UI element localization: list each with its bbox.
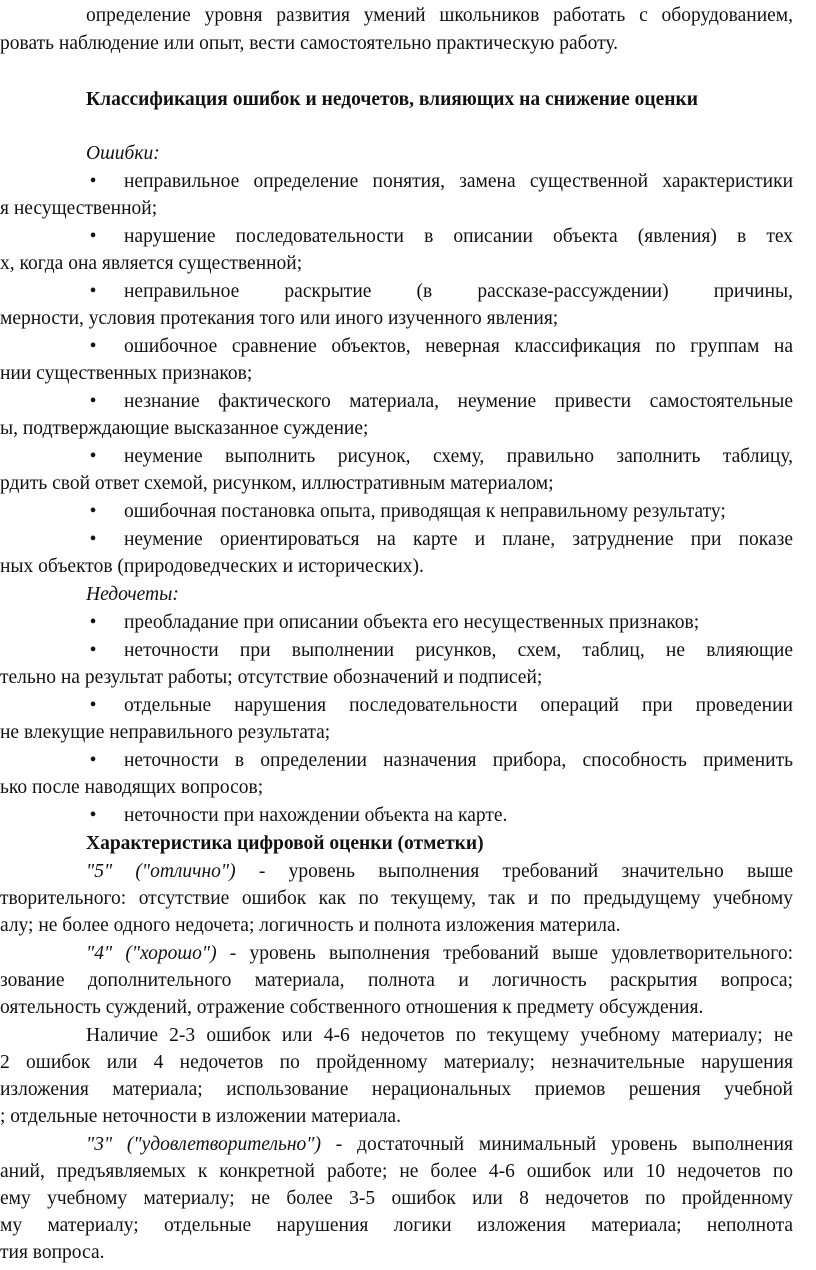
grade4-line-3: оятельность суждений, отражение собственного отношения к предмету обсуждения. bbox=[0, 997, 704, 1018]
error-item-4-cont: нии существенных признаков; bbox=[0, 363, 253, 384]
grade4-extra-line-1: Наличие 2-3 ошибок или 4-6 недочетов по текущему учебному материалу; не bbox=[86, 1025, 793, 1046]
grade4-label: "4" ("хорошо") bbox=[86, 943, 217, 964]
bullet-icon: • bbox=[89, 501, 97, 522]
shortcoming-item-3: • отдельные нарушения последовательности операций при проведении bbox=[0, 692, 793, 719]
error-item-8: • неумение ориентироваться на карте и плане, затруднение при показе bbox=[0, 526, 793, 553]
bullet-icon: • bbox=[89, 529, 97, 550]
grade4-line-1: "4" ("хорошо") - уровень выполнения требований выше удовлетворительного: bbox=[86, 943, 793, 964]
shortcoming-item-2: • неточности при выполнении рисунков, схем, таблиц, не влияющие bbox=[0, 637, 793, 664]
grade3-label: "3" ("удовлетворительно") bbox=[86, 1134, 321, 1155]
bullet-icon: • bbox=[89, 640, 97, 661]
error-item-8-cont: ных объектов (природоведческих и исторических). bbox=[0, 556, 424, 577]
grade3-line-4: му материалу; отдельные нарушения логики изложения материала; неполнота bbox=[0, 1215, 793, 1236]
grade3-line-5: тия вопроса. bbox=[0, 1242, 105, 1263]
shortcoming-item-3-cont: не влекущие неправильного результата; bbox=[0, 722, 331, 743]
bullet-icon: • bbox=[89, 171, 97, 192]
grade5-line-1: "5" ("отлично") - уровень выполнения требований значительно выше bbox=[86, 861, 793, 882]
grade5-line-3: алу; не более одного недочета; логичность и полнота изложения материла. bbox=[0, 915, 621, 936]
intro-line-2: ровать наблюдение или опыт, вести самостоятельно практическую работу. bbox=[0, 33, 619, 54]
bullet-icon: • bbox=[89, 281, 97, 302]
grade3-line-2: аний, предъявляемых к конкретной работе; не более 4-6 ошибок или 10 недочетов по bbox=[0, 1161, 793, 1182]
bullet-icon: • bbox=[89, 391, 97, 412]
error-item-1: • неправильное определение понятия, замена существенной характеристики bbox=[0, 168, 793, 195]
bullet-icon: • bbox=[89, 805, 97, 826]
error-item-6: • неумение выполнить рисунок, схему, правильно заполнить таблицу, bbox=[0, 443, 793, 470]
error-item-3: • неправильное раскрытие (в рассказе-рассуждении) причины, bbox=[0, 278, 793, 305]
error-item-2-cont: х, когда она является существенной; bbox=[0, 253, 303, 274]
bullet-icon: • bbox=[89, 226, 97, 247]
shortcoming-item-4-cont: ько после наводящих вопросов; bbox=[0, 777, 264, 798]
error-item-1-cont: я несущественной; bbox=[0, 198, 158, 219]
error-item-5: • незнание фактического материала, неумение привести самостоятельные bbox=[0, 388, 793, 415]
error-item-2: • нарушение последовательности в описании объекта (явления) в тех bbox=[0, 223, 793, 250]
shortcoming-item-4: • неточности в определении назначения прибора, способность применить bbox=[0, 747, 793, 774]
bullet-icon: • bbox=[89, 695, 97, 716]
grade4-extra-line-4: ; отдельные неточности в изложении материала. bbox=[0, 1106, 401, 1127]
shortcomings-title: Недочеты: bbox=[86, 584, 179, 605]
grade4-line-2: зование дополнительного материала, полнота и логичность раскрытия вопроса; bbox=[0, 970, 793, 991]
bullet-icon: • bbox=[89, 446, 97, 467]
bullet-icon: • bbox=[89, 612, 97, 633]
shortcoming-item-1: • преобладание при описании объекта его несущественных признаков; bbox=[0, 609, 793, 636]
error-item-5-cont: ы, подтверждающие высказанное суждение; bbox=[0, 418, 369, 439]
error-item-4: • ошибочное сравнение объектов, неверная классификация по группам на bbox=[0, 333, 793, 360]
grade3-line-1: "3" ("удовлетворительно") - достаточный минимальный уровень выполнения bbox=[86, 1134, 793, 1155]
errors-title: Ошибки: bbox=[86, 143, 160, 164]
shortcoming-item-2-cont: тельно на результат работы; отсутствие обозначений и подписей; bbox=[0, 667, 543, 688]
classification-heading: Классификация ошибок и недочетов, влияющих на снижение оценки bbox=[86, 89, 698, 110]
grade5-label: "5" ("отлично") bbox=[86, 861, 236, 882]
bullet-icon: • bbox=[89, 750, 97, 771]
error-item-7: • ошибочная постановка опыта, приводящая к неправильному результату; bbox=[0, 498, 793, 525]
grade3-line-3: ему учебному материалу; не более 3-5 ошибок или 8 недочетов по пройденному bbox=[0, 1188, 793, 1209]
bullet-icon: • bbox=[89, 336, 97, 357]
grade4-extra-line-2: 2 ошибок или 4 недочетов по пройденному материалу; незначительные нарушения bbox=[0, 1052, 793, 1073]
grade4-extra-line-3: изложения материала; использование нерациональных приемов решения учебной bbox=[0, 1079, 793, 1100]
shortcoming-item-5: • неточности при нахождении объекта на карте. bbox=[0, 802, 793, 829]
error-item-6-cont: рдить свой ответ схемой, рисунком, иллюстративным материалом; bbox=[0, 473, 554, 494]
grade5-line-2: творительного: отсутствие ошибок как по текущему, так и по предыдущему учебному bbox=[0, 888, 793, 909]
grade-heading: Характеристика цифровой оценки (отметки) bbox=[86, 833, 484, 854]
error-item-3-cont: мерности, условия протекания того или иного изученного явления; bbox=[0, 308, 559, 329]
intro-line-1: определение уровня развития умений школьников работать с оборудованием, bbox=[86, 5, 793, 26]
